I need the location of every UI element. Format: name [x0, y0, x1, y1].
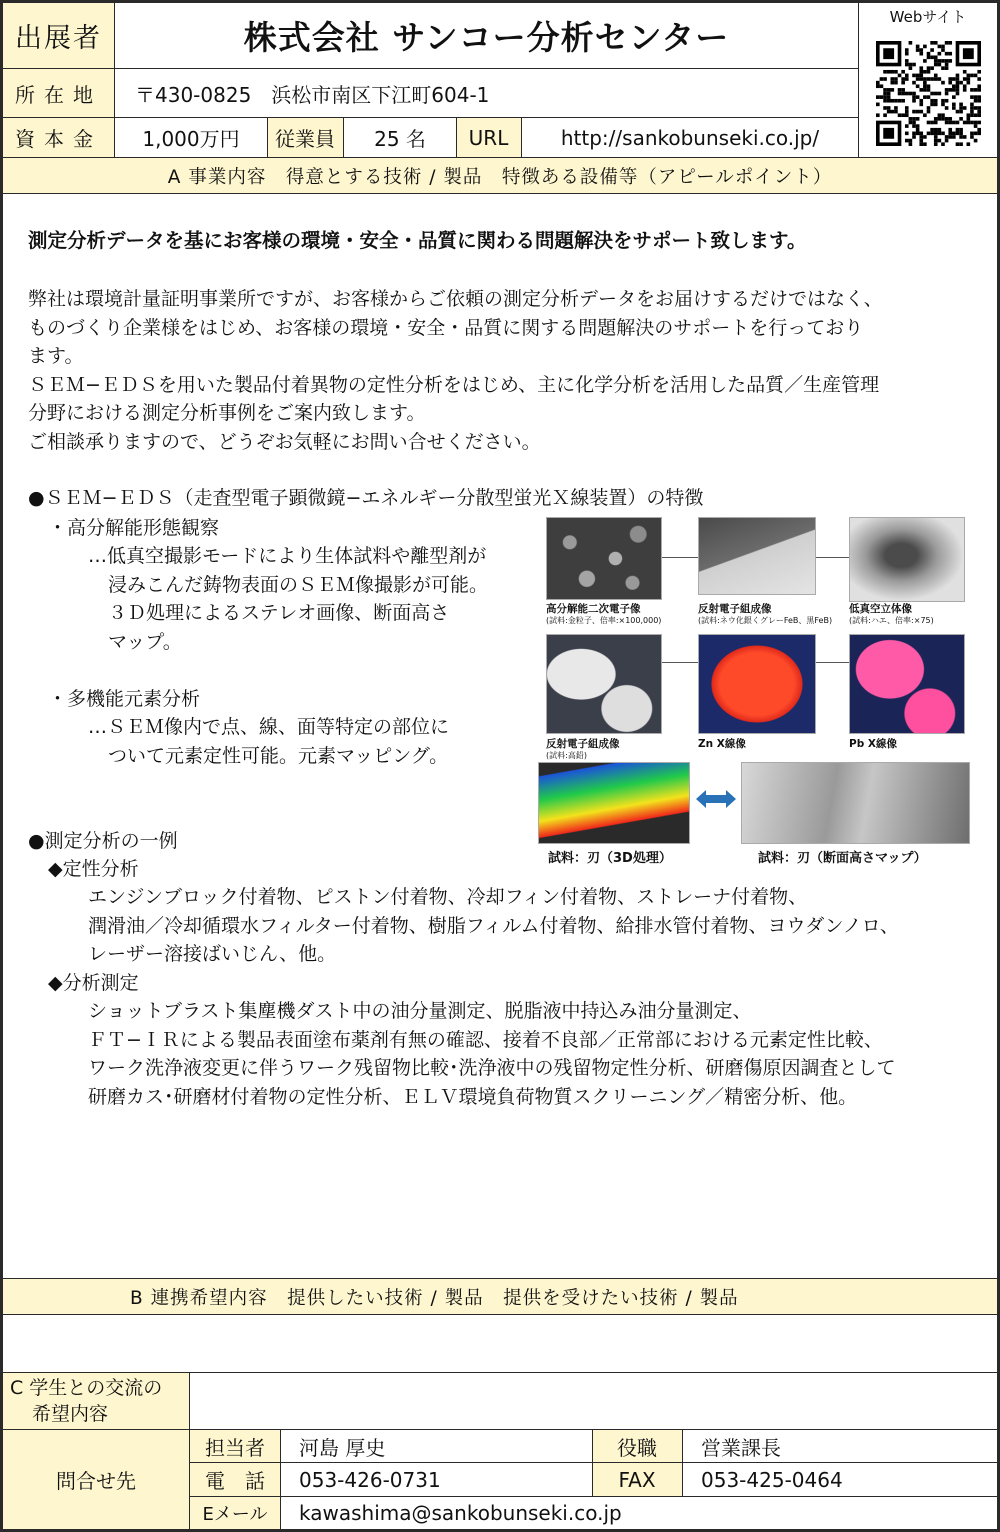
section-c-title-line1: C 学生との交流の — [10, 1377, 163, 1399]
sem-image-gold-particles — [546, 517, 662, 600]
sem-item1-line: 浸みこんだ鋳物表面のＳＥＭ像撮影が可能。 — [108, 573, 489, 596]
figure-caption-1: 高分解能二次電子像 (試料:金粒子、倍率:×100,000) — [546, 603, 662, 625]
phone-value[interactable]: 053-426-0731 — [299, 1467, 441, 1492]
sem-item2-title: ・多機能元素分析 — [48, 688, 201, 710]
intro-line: 分野における測定分析事例をご案内致します。 — [28, 402, 426, 424]
intro-line: ＳＥＭ−ＥＤＳを用いた製品付着異物の定性分析をはじめ、主に化学分析を活用した品質／生産管理 — [28, 373, 880, 396]
sem-item2-text — [88, 713, 528, 770]
email-link[interactable]: kawashima@sankobunseki.co.jp — [299, 1501, 622, 1525]
position-value: 営業課長 — [701, 1435, 781, 1460]
capital-label: 資本金 — [15, 127, 102, 151]
exhibitor-label: 出展者 — [15, 23, 102, 54]
sem-item2-line: ついて元素定性可能。元素マッピング。 — [108, 744, 449, 767]
sem-figure — [538, 512, 970, 868]
qualitative-heading: ◆定性分析 — [48, 858, 139, 880]
url-label: URL — [468, 125, 509, 150]
qualitative-line: エンジンブロック付着物、ピストン付着物、冷却フィン付着物、ストレーナ付着物、 — [88, 886, 808, 908]
website-label: Webサイト — [889, 7, 967, 26]
fax-value: 053-425-0464 — [701, 1467, 843, 1492]
sem-item1-line: ３Ｄ処理によるステレオ画像、断面高さ — [108, 602, 450, 624]
phone-label: 電 話 — [205, 1469, 265, 1493]
intro-line: 弊社は環境計量証明事業所ですが、お客様からご依頼の測定分析データをお届けするだけではなく、 — [28, 288, 883, 310]
intro-line: ご相談承りますので、どうぞお気軽にお問い合せください。 — [28, 430, 541, 453]
measurement-heading: ◆分析測定 — [48, 972, 139, 994]
figure-caption-7: 試料：刃（3D処理） — [548, 851, 672, 866]
employees-value: 25 名 — [374, 127, 426, 151]
section-c-title — [10, 1375, 188, 1427]
capital-value: 1,000万円 — [142, 127, 240, 151]
sem-item2-line: …ＳＥＭ像内で点、線、面等特定の部位に — [88, 716, 450, 738]
measurement-line: ワーク洗浄液変更に伴うワーク残留物比較･洗浄液中の残留物定性分析、研磨傷原因調査として — [88, 1057, 896, 1079]
sem-image-3d — [538, 762, 690, 844]
intro-line: ます。 — [28, 345, 84, 367]
sem-item1-line: …低真空撮影モードにより生体試料や離型剤が — [88, 545, 487, 567]
email-label: Eメール — [202, 1504, 268, 1525]
measurement-list — [88, 997, 993, 1111]
employees-label: 従業員 — [275, 127, 335, 151]
sem-item1-text — [88, 542, 528, 656]
address-label: 所在地 — [15, 82, 102, 107]
person-label: 担当者 — [205, 1435, 265, 1460]
intro-line: ものづくり企業様をはじめ、お客様の環境・安全・品質に関する問題解決のサポートを行っており — [28, 316, 864, 339]
section-c-title-line2: 希望内容 — [32, 1403, 109, 1425]
person-value: 河島 厚史 — [299, 1435, 386, 1460]
sem-image-pb-xray — [849, 634, 965, 734]
section-b-title: B 連携希望内容 提供したい技術 / 製品 提供を受けたい技術 / 製品 — [130, 1287, 739, 1309]
figure-caption-6: Pb X線像 — [849, 738, 897, 750]
measurement-line: 研磨カス･研磨材付着物の定性分析、ＥＬＶ環境負荷物質スクリーニング／精密分析、他。 — [88, 1085, 858, 1108]
examples-heading: ●測定分析の一例 — [28, 830, 178, 852]
figure-caption-3: 低真空立体像 (試料:ハエ、倍率:×75) — [849, 603, 934, 625]
position-label: 役職 — [617, 1435, 657, 1460]
section-a-headline: 測定分析データを基にお客様の環境・安全・品質に関わる問題解決をサポート致します。 — [28, 229, 807, 252]
measurement-line: ＦＴ−ＩＲによる製品表面塗布薬剤有無の確認、接着不良部／正常部における元素定性比較、 — [88, 1028, 883, 1051]
address-value: 〒430-0825 浜松市南区下江町604-1 — [135, 82, 490, 107]
sem-item1-title: ・高分解能形態観察 — [48, 517, 220, 539]
qualitative-line: 潤滑油／冷却循環水フィルター付着物、樹脂フィルム付着物、給排水管付着物、ヨウダンノロ、 — [88, 914, 899, 937]
double-arrow-icon — [696, 787, 736, 811]
measurement-line: ショットブラスト集塵機ダスト中の油分量測定、脱脂液中持込み油分量測定、 — [88, 1000, 752, 1022]
figure-caption-4: 反射電子組成像 (試料:高鉛) — [546, 738, 620, 760]
sem-image-zn-xray — [698, 634, 816, 734]
sem-image-fly — [849, 517, 965, 602]
sem-item1-line: マップ。 — [108, 630, 182, 653]
url-link[interactable]: http://sankobunseki.co.jp/ — [560, 125, 820, 150]
fax-label: FAX — [618, 1467, 656, 1492]
sem-image-lead-backscatter — [546, 634, 662, 734]
figure-caption-8: 試料：刃（断面高さマップ） — [758, 851, 927, 866]
figure-caption-2: 反射電子組成像 (試料:ネウ化銀くグレーFeB、黒FeB) — [698, 603, 833, 625]
contact-label: 問合せ先 — [56, 1469, 136, 1493]
company-name: 株式会社 サンコー分析センター — [243, 18, 730, 57]
sem-heading: ●ＳＥＭ−ＥＤＳ（走査型電子顕微鏡−エネルギー分散型蛍光Ｘ線装置）の特徴 — [28, 487, 704, 509]
figure-caption-5: Zn X線像 — [698, 738, 746, 750]
qualitative-list — [88, 883, 993, 969]
qualitative-line: レーザー溶接ばいじん、他。 — [88, 943, 337, 965]
intro-paragraph — [28, 285, 988, 456]
sem-image-backscatter — [698, 517, 816, 595]
qr-code-icon[interactable] — [876, 41, 981, 146]
sem-image-height-map — [741, 762, 970, 844]
section-a-title: A 事業内容 得意とする技術 / 製品 特徴ある設備等（アピールポイント） — [167, 166, 833, 188]
